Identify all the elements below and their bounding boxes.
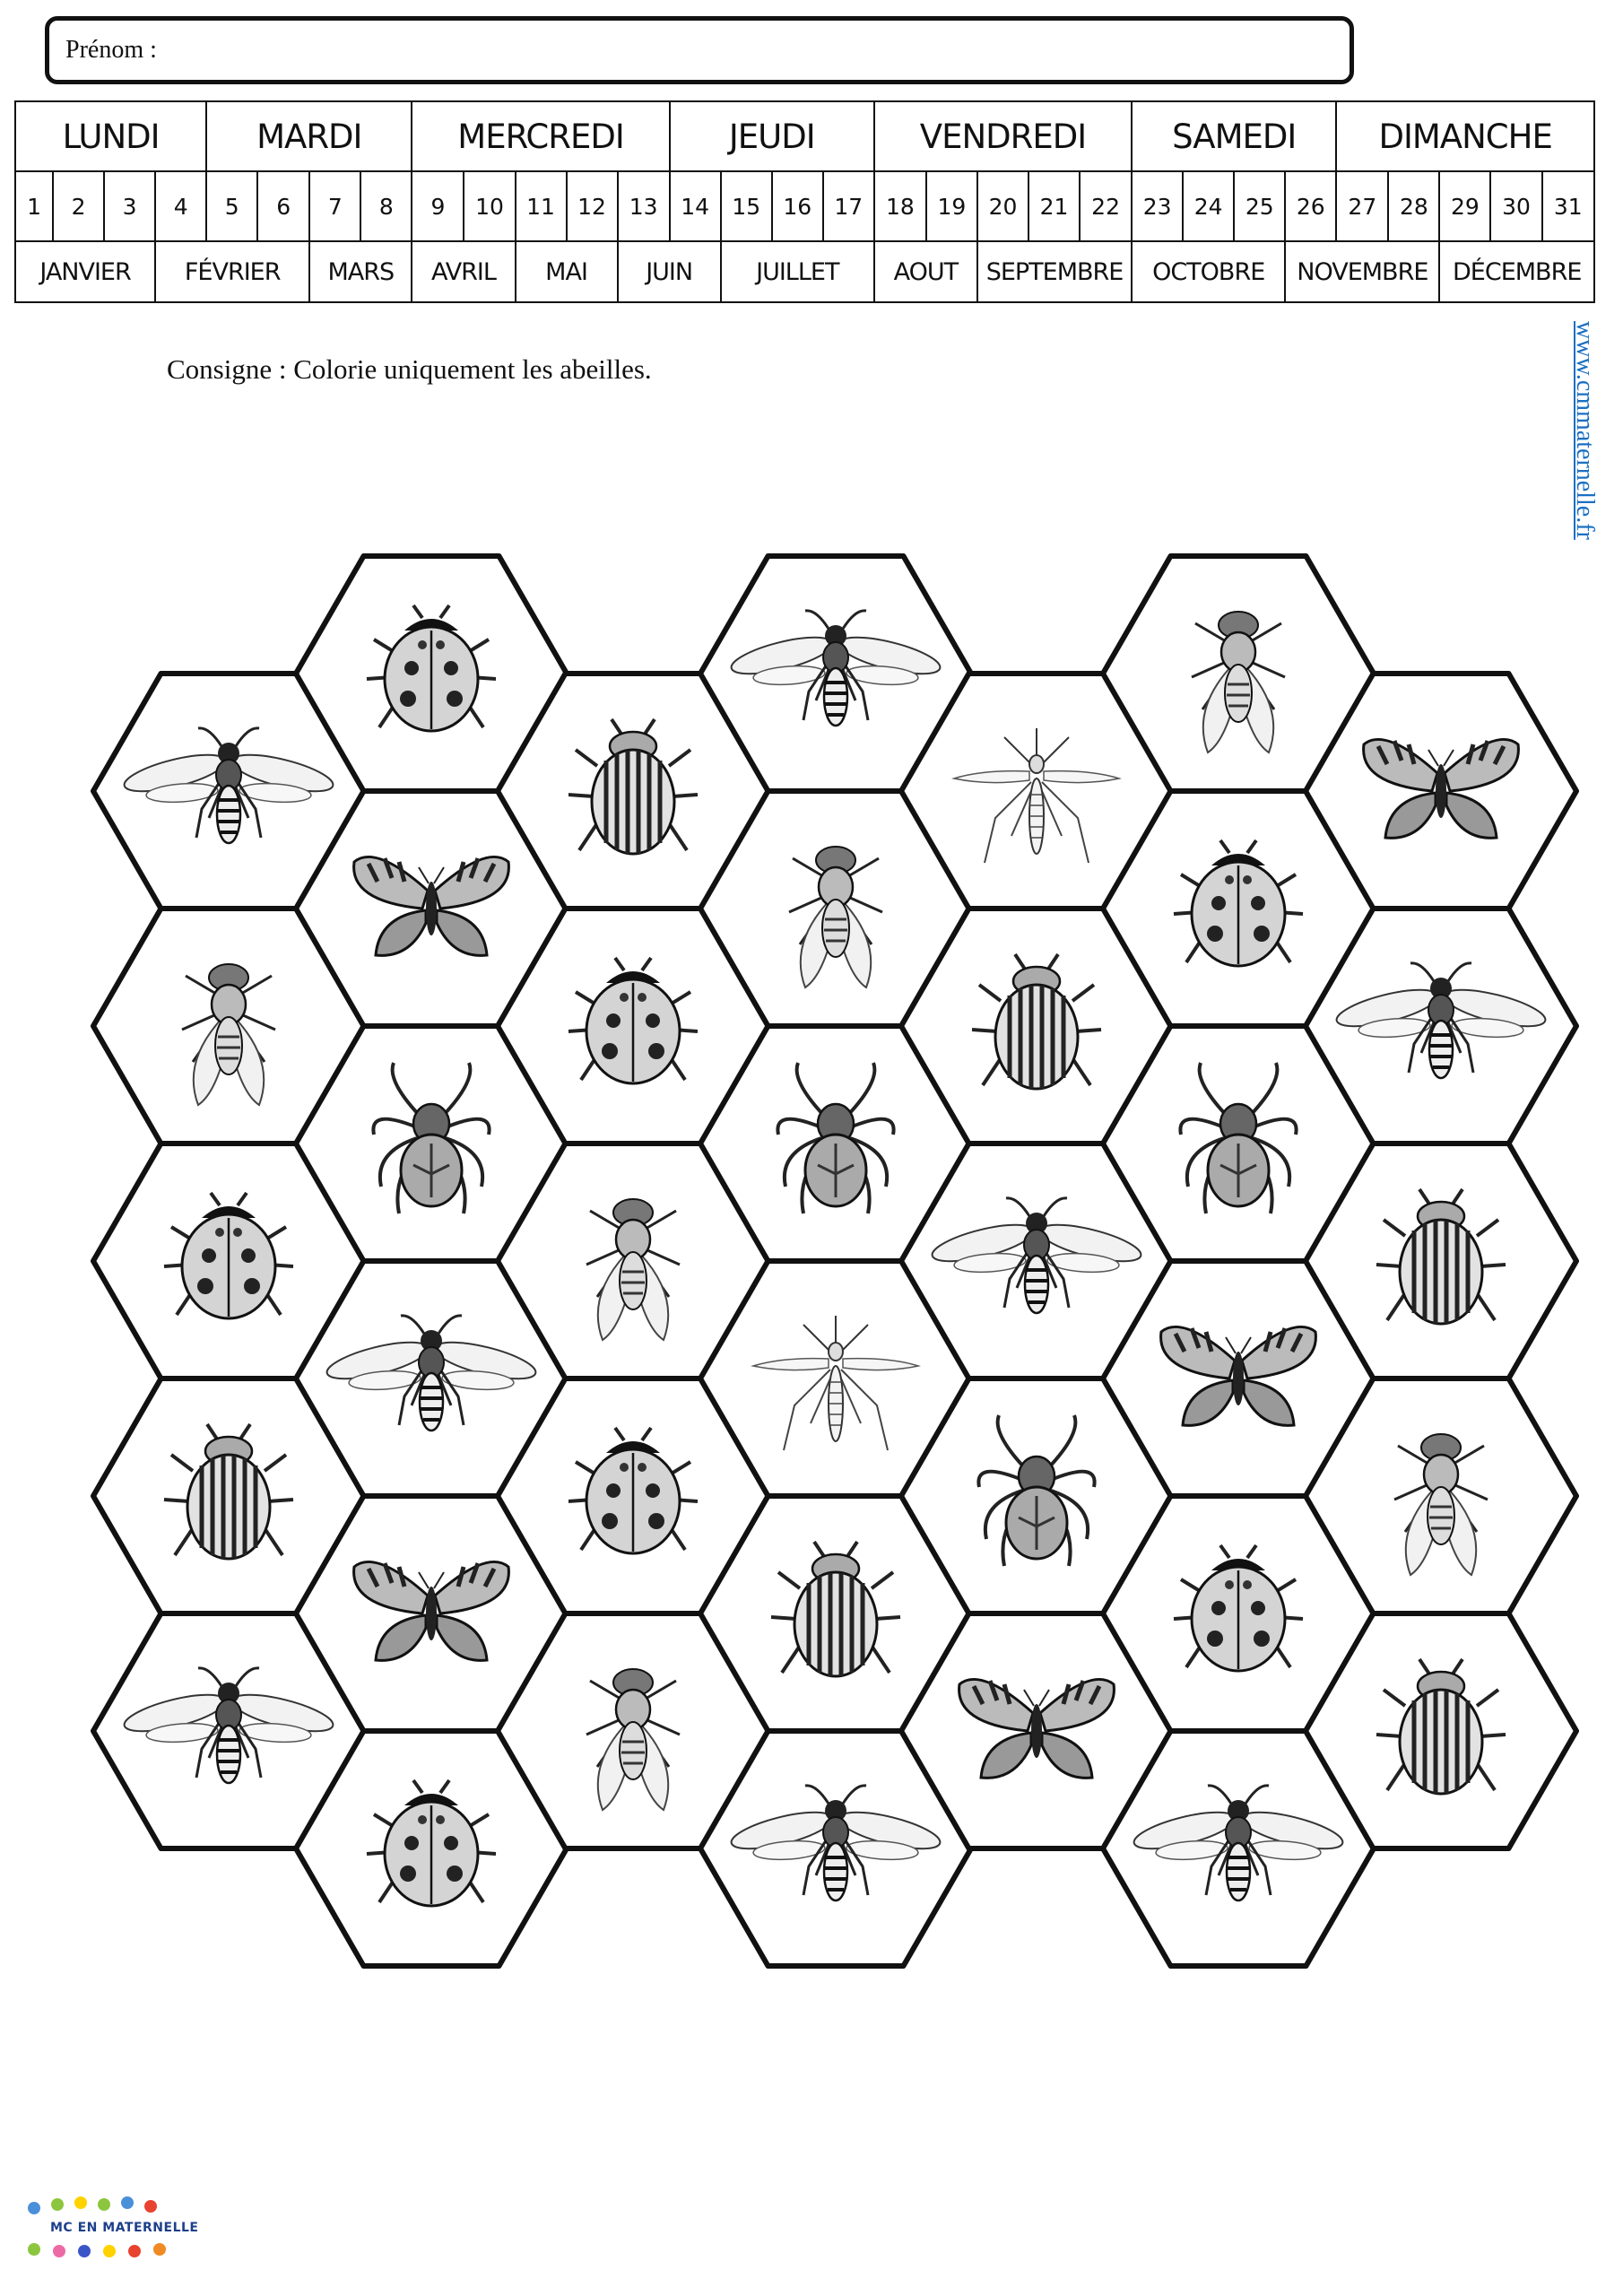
date-cell: 3 [104, 171, 155, 241]
date-cell: 7 [309, 171, 360, 241]
date-cell: 25 [1234, 171, 1285, 241]
date-cell: 15 [721, 171, 772, 241]
day-friday: VENDREDI [874, 101, 1132, 171]
instruction-text: Consigne : Colorie uniquement les abeilles. [167, 353, 652, 385]
date-cell: 17 [823, 171, 874, 241]
date-cell: 20 [977, 171, 1028, 241]
date-cell: 22 [1080, 171, 1132, 241]
mc-en-maternelle-logo [16, 2194, 240, 2266]
date-cell: 5 [206, 171, 257, 241]
date-cell: 9 [412, 171, 464, 241]
date-cell: 19 [926, 171, 977, 241]
website-text: www.cmmaternelle.fr [1571, 321, 1599, 540]
day-tuesday: MARDI [206, 101, 412, 171]
date-cell: 27 [1336, 171, 1388, 241]
month-may: MAI [516, 241, 618, 302]
date-cell: 1 [15, 171, 53, 241]
date-cell: 16 [772, 171, 823, 241]
month-january: JANVIER [15, 241, 155, 302]
month-february: FÉVRIER [155, 241, 309, 302]
date-cell: 14 [670, 171, 721, 241]
day-wednesday: MERCREDI [412, 101, 669, 171]
date-cell: 31 [1542, 171, 1595, 241]
month-september: SEPTEMBRE [977, 241, 1132, 302]
date-cell: 28 [1388, 171, 1439, 241]
date-cell: 8 [360, 171, 412, 241]
website-link[interactable] [1571, 321, 1604, 540]
date-cell: 26 [1285, 171, 1336, 241]
date-cell: 30 [1490, 171, 1541, 241]
date-cell: 6 [257, 171, 309, 241]
date-cell: 11 [516, 171, 567, 241]
date-cell: 23 [1132, 171, 1183, 241]
month-december: DÉCEMBRE [1439, 241, 1594, 302]
date-cell: 13 [618, 171, 670, 241]
day-monday: LUNDI [15, 101, 206, 171]
name-field-box[interactable] [45, 16, 1354, 84]
date-cell: 4 [155, 171, 206, 241]
day-saturday: SAMEDI [1132, 101, 1336, 171]
month-march: MARS [309, 241, 412, 302]
date-cell: 21 [1028, 171, 1080, 241]
name-label: Prénom : [65, 36, 157, 64]
date-cell: 2 [53, 171, 104, 241]
hexagon-grid [0, 538, 1623, 1982]
date-cell: 12 [567, 171, 618, 241]
date-cell: 10 [464, 171, 515, 241]
date-cell: 29 [1439, 171, 1490, 241]
date-cell: 24 [1183, 171, 1234, 241]
month-april: AVRIL [412, 241, 515, 302]
calendar-table [14, 100, 1595, 303]
logo-text: MC EN MATERNELLE [50, 2221, 199, 2235]
month-july: JUILLET [721, 241, 874, 302]
month-november: NOVEMBRE [1285, 241, 1439, 302]
day-sunday: DIMANCHE [1336, 101, 1594, 171]
month-august: AOUT [874, 241, 977, 302]
month-october: OCTOBRE [1132, 241, 1285, 302]
date-cell: 18 [874, 171, 926, 241]
month-june: JUIN [618, 241, 721, 302]
day-thursday: JEUDI [670, 101, 874, 171]
